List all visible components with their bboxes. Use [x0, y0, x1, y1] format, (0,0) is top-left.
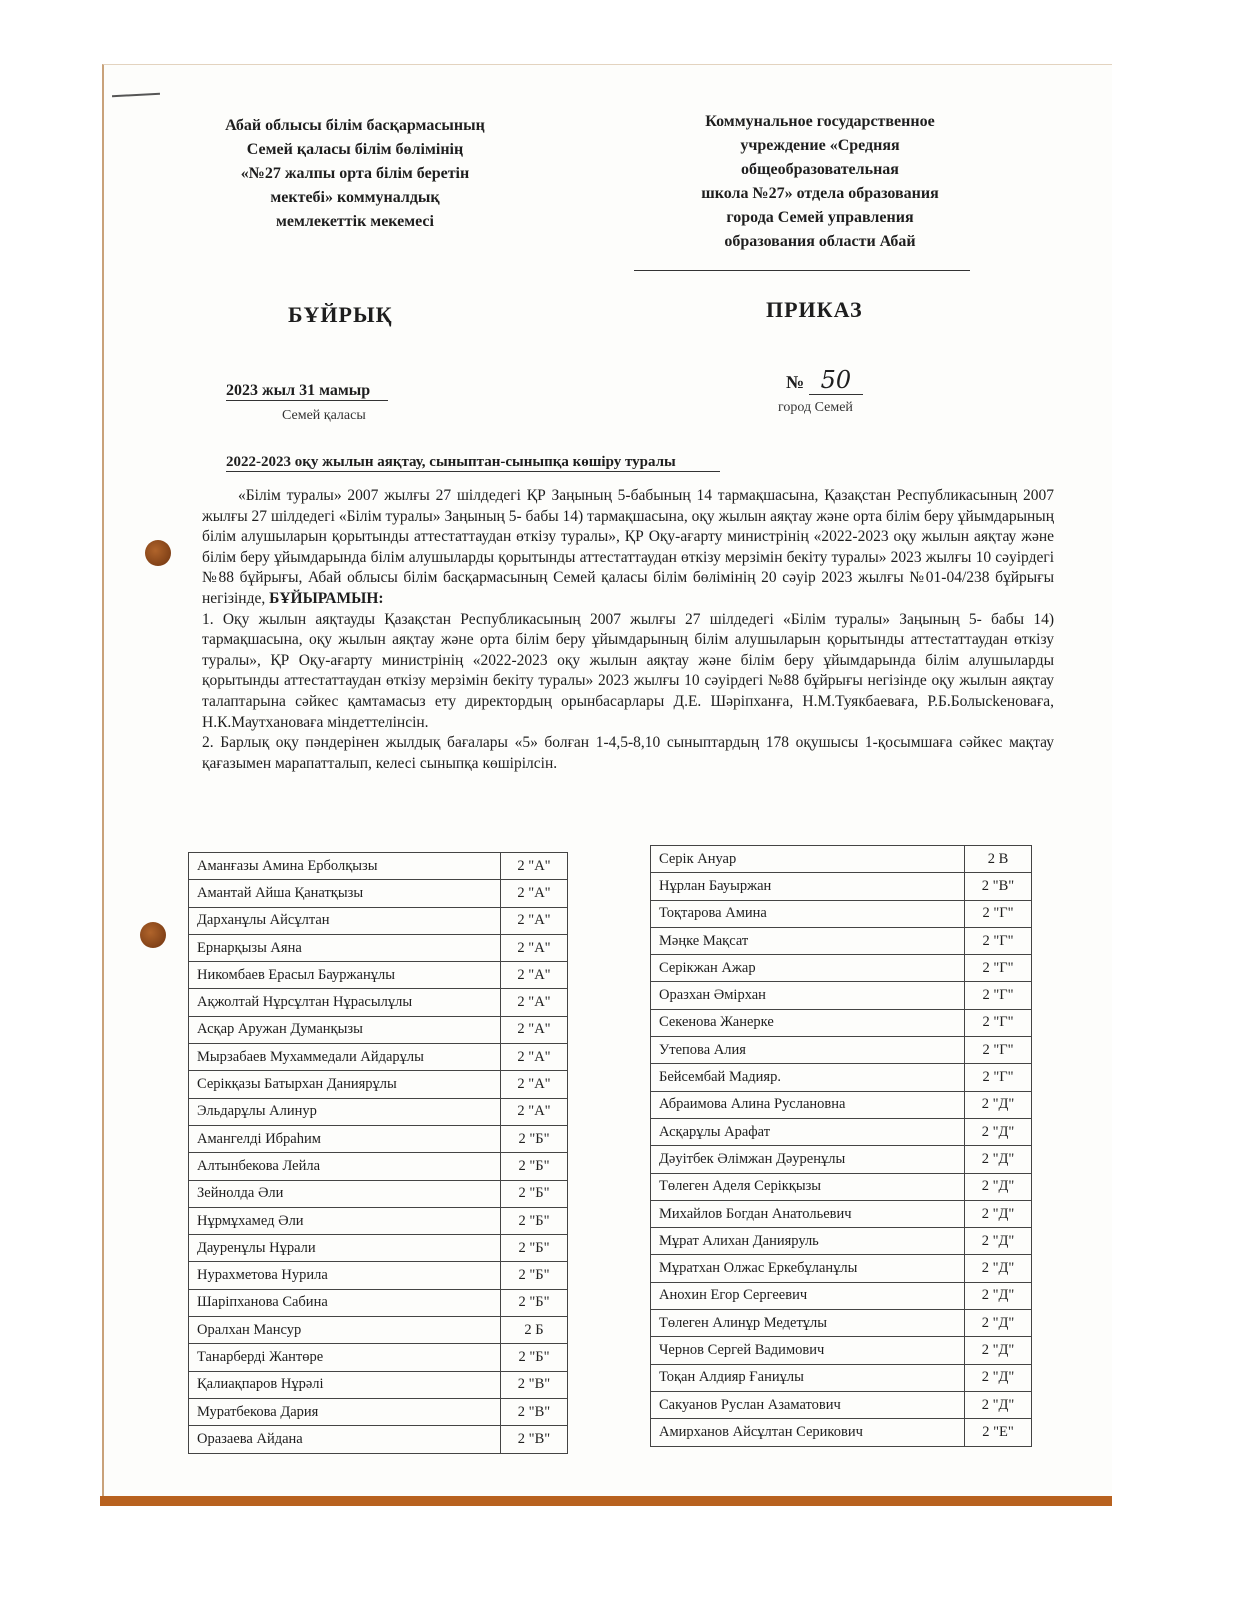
student-class: 2 "Д": [965, 1282, 1032, 1309]
order-number-label: №: [786, 372, 805, 392]
student-class: 2 "Б": [501, 1153, 568, 1180]
student-class: 2 "Г": [965, 1064, 1032, 1091]
student-class: 2 "Г": [965, 900, 1032, 927]
table-row: [189, 1426, 568, 1453]
student-class: 2 "Г": [965, 927, 1032, 954]
student-class: 2 "Д": [965, 1337, 1032, 1364]
student-class: 2 "Б": [501, 1180, 568, 1207]
table-row: [651, 1200, 1032, 1227]
student-class: 2 "Б": [501, 1289, 568, 1316]
student-name: Бейсембай Мадияр.: [651, 1064, 965, 1091]
student-name: Дәуітбек Әлімжан Дәуренұлы: [651, 1146, 965, 1173]
table-row: [189, 853, 568, 880]
table-row: [189, 1098, 568, 1125]
student-name: Асқарұлы Арафат: [651, 1118, 965, 1145]
student-name: Михайлов Богдан Анатольевич: [651, 1200, 965, 1227]
punch-hole-bottom: [140, 922, 166, 948]
student-class: 2 "Д": [965, 1310, 1032, 1337]
order-title-kz: БҰЙРЫҚ: [288, 302, 393, 327]
student-name: Никомбаев Ерасыл Бауржанұлы: [189, 962, 501, 989]
table-row: [189, 989, 568, 1016]
student-name: Аманғазы Амина Ерболқызы: [189, 853, 501, 880]
student-class: 2 "В": [501, 1371, 568, 1398]
table-row: [189, 1207, 568, 1234]
student-class: 2 "А": [501, 1016, 568, 1043]
table-row: [189, 1371, 568, 1398]
student-class: 2 "Д": [965, 1173, 1032, 1200]
student-class: 2 "Г": [965, 955, 1032, 982]
student-name: Танарберді Жантөре: [189, 1344, 501, 1371]
table-row: [651, 1146, 1032, 1173]
student-name: Утепова Алия: [651, 1037, 965, 1064]
table-row: [651, 1118, 1032, 1145]
table-row: [651, 1419, 1032, 1446]
header-kz-line: мемлекеттік мекемесі: [276, 213, 434, 230]
header-ru-line: учреждение «Средняя: [740, 137, 900, 154]
student-class: 2 "Д": [965, 1091, 1032, 1118]
student-name: Амантай Айша Қанатқызы: [189, 880, 501, 907]
table-row: [651, 1364, 1032, 1391]
student-class: 2 "Е": [965, 1419, 1032, 1446]
table-row: [189, 1153, 568, 1180]
order-body: [202, 486, 1054, 774]
table-row: [189, 934, 568, 961]
student-name: Абраимова Алина Руслановна: [651, 1091, 965, 1118]
table-row: [651, 846, 1032, 873]
body-command: БҰЙЫРАМЫН:: [269, 589, 384, 607]
student-class: 2 "Б": [501, 1207, 568, 1234]
city-ru: город Семей: [778, 400, 853, 415]
body-text-1: «Білім туралы» 2007 жылғы 27 шілдедегі ҚР Заңының 5-бабының 14 тармақшасына, Қазақстан Республикасының 2007 жылғы 27 шілдедегі «Білім туралы» Заңының 5- бабы 14) тармақшасына, оқу жылын аяқтау және орта білім беру ұйымдарының білім алушыларын қорытынды аттестаттаудан өткізу туралы», ҚР Оқу-ағарту министрінің «2022-2023 оқу жылын аяқтау және білім беру ұйымдарында білім алушыларды қорытынды аттестаттаудан өткізу мерзімін бекіту туралы» 2023 жылғы 10 сәуірдегі №88 бұйрығы, Абай облысы білім басқармасының Семей қаласы білім бөлімінің 20 сәуір 2023 жылғы №01-04/238 бұйрығы негізінде,: [202, 487, 1054, 607]
city-kz: Семей қаласы: [282, 408, 366, 423]
students-table-left: [188, 852, 568, 1454]
student-class: 2 "Б": [501, 1235, 568, 1262]
header-ru-line: Коммунальное государственное: [705, 113, 935, 130]
student-class: 2 "А": [501, 1071, 568, 1098]
student-class: 2 В: [965, 846, 1032, 873]
student-name: Тоқтарова Амина: [651, 900, 965, 927]
header-ru-line: школа №27» отдела образования: [701, 185, 939, 202]
table-row: [651, 1391, 1032, 1418]
table-row: [189, 1125, 568, 1152]
table-row: [189, 1317, 568, 1344]
student-class: 2 "А": [501, 962, 568, 989]
student-class: 2 "Д": [965, 1391, 1032, 1418]
header-kz-line: «№27 жалпы орта білім беретін: [240, 165, 470, 182]
table-row: [651, 1310, 1032, 1337]
student-class: 2 "Г": [965, 1037, 1032, 1064]
table-row: [651, 1037, 1032, 1064]
body-paragraph-3: 2. Барлық оқу пәндерінен жылдық бағалары «5» болған 1-4,5-8,10 сыныптардың 178 оқушысы 1-қосымшаға сәйкес мақтау қағазымен марапатталып, келесі сыныпқа көшірілсін.: [202, 734, 1054, 772]
student-name: Серік Ануар: [651, 846, 965, 873]
student-class: 2 "А": [501, 907, 568, 934]
student-name: Зейнолда Әли: [189, 1180, 501, 1207]
student-class: 2 Б: [501, 1317, 568, 1344]
table-row: [651, 873, 1032, 900]
student-name: Секенова Жанерке: [651, 1009, 965, 1036]
header-kz-line: мектебі» коммуналдық: [270, 189, 440, 206]
order-date: 2023 жыл 31 мамыр: [226, 382, 388, 401]
student-name: Тоқан Алдияр Ғаниұлы: [651, 1364, 965, 1391]
student-class: 2 "А": [501, 1044, 568, 1071]
table-row: [189, 880, 568, 907]
student-class: 2 "Д": [965, 1146, 1032, 1173]
header-kz-line: Абай облысы білім басқармасының: [225, 117, 485, 134]
body-paragraph-1: [202, 486, 1054, 610]
student-class: 2 "А": [501, 880, 568, 907]
student-name: Серікқазы Батырхан Даниярұлы: [189, 1071, 501, 1098]
student-class: 2 "А": [501, 853, 568, 880]
table-row: [189, 1344, 568, 1371]
page-bottom-edge: [100, 1496, 1112, 1506]
student-class: 2 "Г": [965, 982, 1032, 1009]
table-row: [651, 1337, 1032, 1364]
header-ru-line: города Семей управления: [726, 209, 914, 226]
student-class: 2 "Б": [501, 1125, 568, 1152]
table-row: [189, 1044, 568, 1071]
table-row: [651, 1091, 1032, 1118]
student-class: 2 "Д": [965, 1228, 1032, 1255]
header-russian: [660, 110, 980, 254]
table-row: [651, 1228, 1032, 1255]
student-name: Төлеген Алинұр Медетұлы: [651, 1310, 965, 1337]
student-name: Ақжолтай Нұрсұлтан Нұрасылұлы: [189, 989, 501, 1016]
table-row: [651, 982, 1032, 1009]
student-class: 2 "Б": [501, 1344, 568, 1371]
table-row: [189, 907, 568, 934]
student-name: Сакуанов Руслан Азаматович: [651, 1391, 965, 1418]
student-name: Амангелді Ибраһим: [189, 1125, 501, 1152]
table-row: [189, 1235, 568, 1262]
student-name: Нұрмұхамед Әли: [189, 1207, 501, 1234]
table-row: [189, 962, 568, 989]
student-name: Чернов Сергей Вадимович: [651, 1337, 965, 1364]
student-name: Мұрат Алихан Данияруль: [651, 1228, 965, 1255]
student-name: Нурахметова Нурила: [189, 1262, 501, 1289]
student-name: Нұрлан Бауыржан: [651, 873, 965, 900]
student-name: Шаріпханова Сабина: [189, 1289, 501, 1316]
student-class: 2 "В": [501, 1398, 568, 1425]
order-title-ru: ПРИКАЗ: [766, 297, 863, 322]
header-kz-line: Семей қаласы білім бөлімінің: [246, 141, 464, 158]
student-class: 2 "Г": [965, 1009, 1032, 1036]
table-row: [189, 1071, 568, 1098]
table-row: [651, 1064, 1032, 1091]
table-row: [651, 955, 1032, 982]
header-divider: [634, 270, 970, 271]
student-class: 2 "Б": [501, 1262, 568, 1289]
header-ru-line: образования области Абай: [724, 233, 916, 250]
body-paragraph-2: 1. Оқу жылын аяқтауды Қазақстан Республикасының 2007 жылғы 27 шілдедегі «Білім туралы» Заңының 5- бабы 14) тармақшасына, оқу жылын аяқтау және орта білім беру ұйымдарының білім алушыларын қорытынды аттестаттаудан өткізу туралы», ҚР Оқу-ағарту министрінің «2022-2023 оқу жылын аяқтау және білім беру ұйымдарында білім алушыларды қорытынды аттестаттаудан өткізу мерзімін бекіту туралы» 2023 жылғы 10 сәуірдегі №88 бұйрығы негізінде оқу жылын аяқтау талаптарына сәйкес қамтамасыз ету директордың орынбасарлары Д.Е. Шәріпханға, Н.М.Туякбаеваға, Р.Б.Болысkеноваға, Н.К.Маутхановаға міндеттелінсін.: [202, 610, 1054, 731]
table-row: [189, 1016, 568, 1043]
student-name: Эльдарұлы Алинур: [189, 1098, 501, 1125]
student-name: Дауренұлы Нұрали: [189, 1235, 501, 1262]
table-row: [651, 927, 1032, 954]
punch-hole-top: [145, 540, 171, 566]
student-name: Мырзабаев Мухаммедали Айдарұлы: [189, 1044, 501, 1071]
student-class: 2 "Д": [965, 1200, 1032, 1227]
table-row: [651, 1282, 1032, 1309]
table-row: [189, 1180, 568, 1207]
table-row: [189, 1398, 568, 1425]
student-name: Ернарқызы Аяна: [189, 934, 501, 961]
student-name: Дарханұлы Айсұлтан: [189, 907, 501, 934]
student-name: Анохин Егор Сергеевич: [651, 1282, 965, 1309]
student-class: 2 "В": [965, 873, 1032, 900]
header-ru-line: общеобразовательная: [741, 161, 899, 178]
student-class: 2 "Д": [965, 1364, 1032, 1391]
table-row: [651, 1173, 1032, 1200]
order-number-value: 50: [809, 366, 864, 395]
student-name: Мәңке Мақсат: [651, 927, 965, 954]
students-table-right: [650, 845, 1032, 1447]
student-name: Қалиақпаров Нұрәлі: [189, 1371, 501, 1398]
student-class: 2 "Д": [965, 1118, 1032, 1145]
order-subject: 2022-2023 оқу жылын аяқтау, сыныптан-сыныпқа көшіру туралы: [226, 454, 720, 472]
student-class: 2 "В": [501, 1426, 568, 1453]
student-name: Мұратхан Олжас Еркебұланұлы: [651, 1255, 965, 1282]
student-name: Алтынбекова Лейла: [189, 1153, 501, 1180]
table-row: [651, 1009, 1032, 1036]
student-name: Муратбекова Дария: [189, 1398, 501, 1425]
student-name: Оразаева Айдана: [189, 1426, 501, 1453]
table-row: [189, 1289, 568, 1316]
student-class: 2 "Д": [965, 1255, 1032, 1282]
table-row: [651, 900, 1032, 927]
student-class: 2 "А": [501, 934, 568, 961]
student-name: Асқар Аружан Думанқызы: [189, 1016, 501, 1043]
order-number: [786, 366, 863, 394]
student-name: Оралхан Мансур: [189, 1317, 501, 1344]
student-name: Төлеген Аделя Серікқызы: [651, 1173, 965, 1200]
student-name: Серікжан Ажар: [651, 955, 965, 982]
table-row: [189, 1262, 568, 1289]
table-row: [651, 1255, 1032, 1282]
student-class: 2 "А": [501, 989, 568, 1016]
student-name: Оразхан Әмірхан: [651, 982, 965, 1009]
header-kazakh: [190, 114, 520, 234]
student-name: Амирханов Айсұлтан Серикович: [651, 1419, 965, 1446]
student-class: 2 "А": [501, 1098, 568, 1125]
